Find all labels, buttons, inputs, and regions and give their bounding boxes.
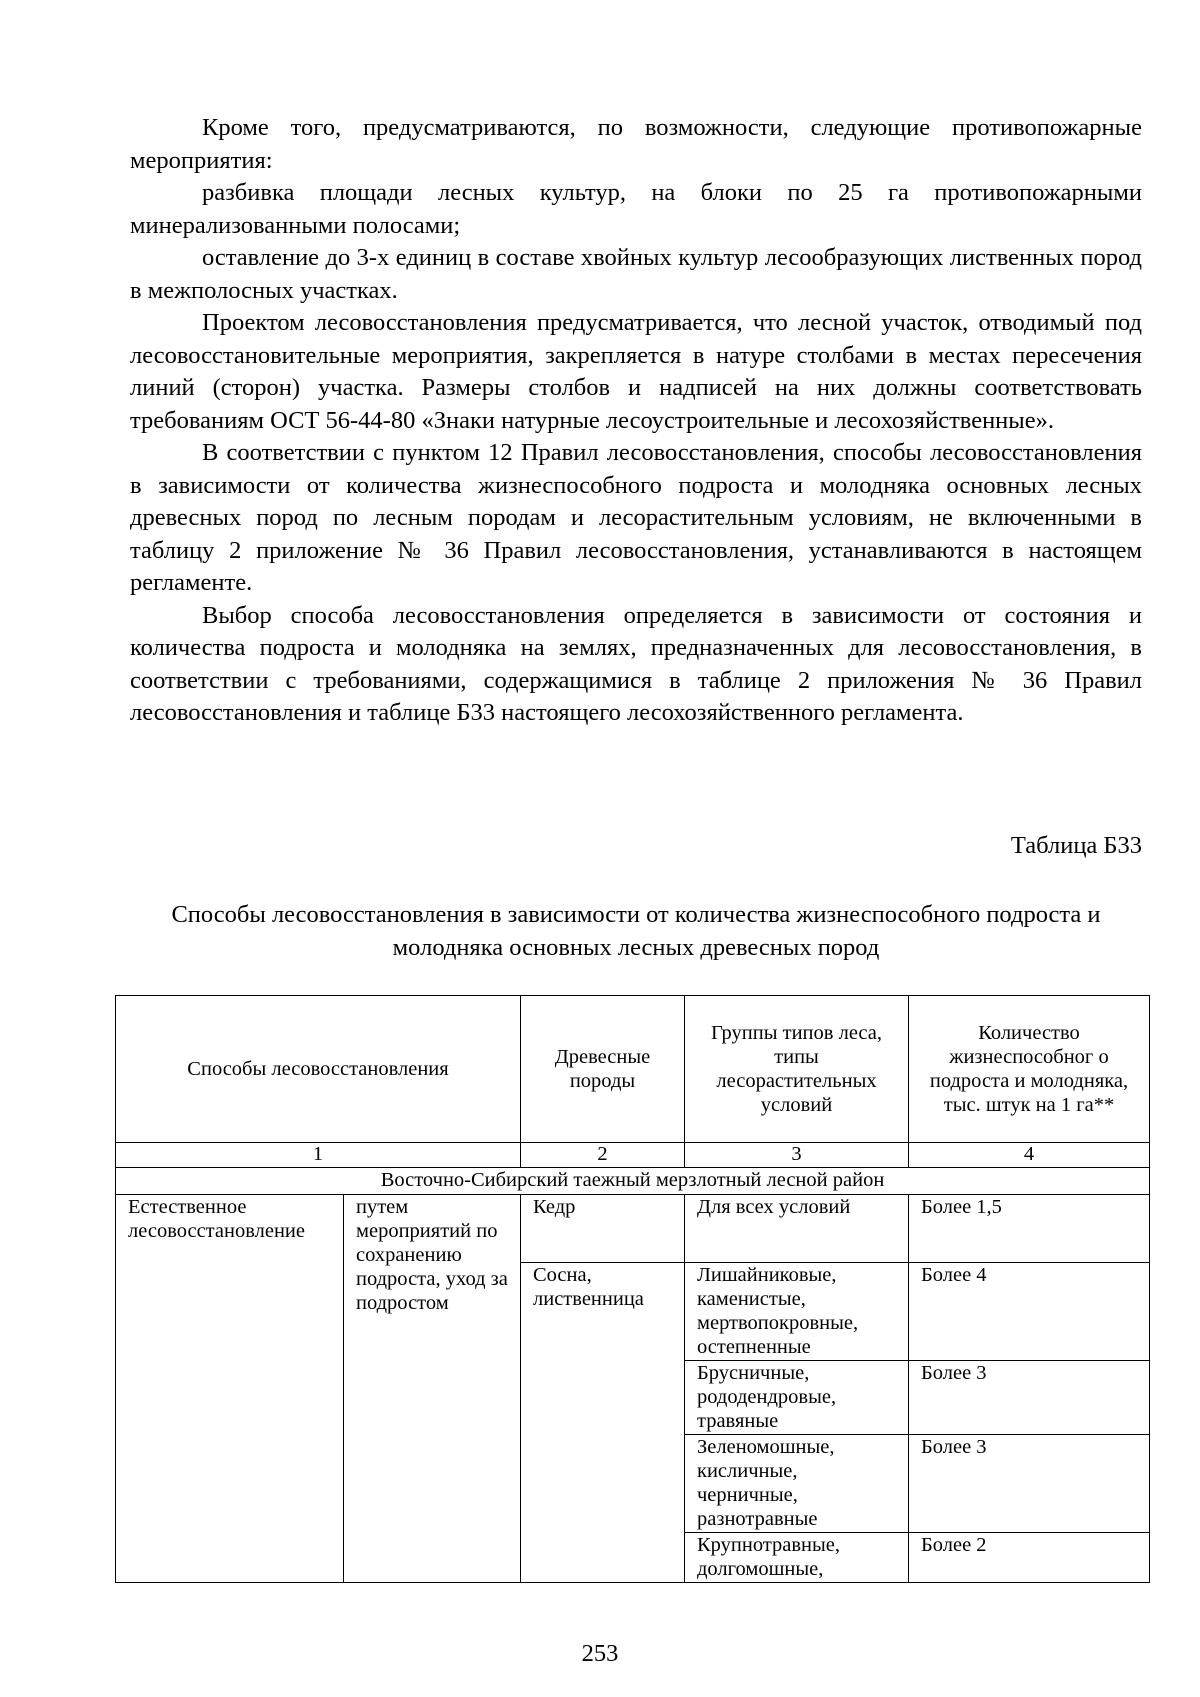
header-methods: Способы лесовосстановления bbox=[116, 996, 521, 1143]
column-number: 1 bbox=[116, 1143, 521, 1168]
method-cell: Естественное лесовосстановление bbox=[116, 1195, 344, 1583]
paragraph: Кроме того, предусматриваются, по возможности, следующие противопожарные мероприятия: bbox=[130, 114, 1142, 174]
paragraph: Проектом лесовосстановления предусматривается, что лесной участок, отводимый под лесовосстановительные мероприятия, закрепляется в натуре столбами в местах пересечения линий (сторон) участка. Размеры столбов и надписей на них должны соответствовать требованиям ОСТ 56-44-80 «Знаки натурные лесоустроительные и лесохозяйственные». bbox=[130, 309, 1142, 434]
amount-cell: Более 3 bbox=[909, 1435, 1150, 1533]
paragraph: оставление до 3-х единиц в составе хвойных культур лесообразующих лиственных пород в межполосных участках. bbox=[130, 244, 1142, 304]
page-number: 253 bbox=[581, 1640, 619, 1667]
header-species: Древесные породы bbox=[521, 996, 685, 1143]
column-number: 3 bbox=[685, 1143, 909, 1168]
amount-cell: Более 4 bbox=[909, 1263, 1150, 1361]
column-numbers-row bbox=[116, 1143, 1150, 1168]
table-row bbox=[116, 1195, 1150, 1263]
header-amount: Количество жизнеспособног о подроста и молодняка, тыс. штук на 1 га** bbox=[909, 996, 1150, 1143]
paragraph: разбивка площади лесных культур, на блоки по 25 га противопожарными минерализованными полосами; bbox=[130, 179, 1142, 239]
table-label: Таблица Б33 bbox=[1010, 832, 1142, 859]
paragraph: Выбор способа лесовосстановления определяется в зависимости от состояния и количества подроста и молодняка на землях, предназначенных для лесовосстановления, в соответствии с требованиями, содержащимися в таблице 2 приложения № 36 Правил лесовосстановления и таблице Б33 настоящего лесохозяйственного регламента. bbox=[130, 601, 1142, 726]
conditions-cell: Для всех условий bbox=[685, 1195, 909, 1263]
amount-cell: Более 3 bbox=[909, 1361, 1150, 1435]
region-name: Восточно-Сибирский таежный мерзлотный лесной район bbox=[116, 1168, 1150, 1195]
species-cell: Кедр bbox=[521, 1195, 685, 1263]
column-number: 4 bbox=[909, 1143, 1150, 1168]
table-header-row bbox=[116, 996, 1150, 1143]
reforestation-methods-table bbox=[115, 995, 1150, 1583]
species-cell: Сосна, лиственница bbox=[521, 1263, 685, 1583]
submethod-cell: путем мероприятий по сохранению подроста, уход за подростом bbox=[344, 1195, 521, 1583]
conditions-cell: Зеленомошные, кисличные, черничные, разнотравные bbox=[685, 1435, 909, 1533]
conditions-cell: Брусничные, рододендровые, травяные bbox=[685, 1361, 909, 1435]
body-text bbox=[130, 112, 1142, 730]
conditions-cell: Лишайниковые, каменистые, мертвопокровные, остепненные bbox=[685, 1263, 909, 1361]
conditions-cell: Крупнотравные, долгомошные, bbox=[685, 1533, 909, 1583]
column-number: 2 bbox=[521, 1143, 685, 1168]
header-forest-types: Группы типов леса, типы лесорастительных условий bbox=[685, 996, 909, 1143]
region-row bbox=[116, 1168, 1150, 1195]
table-title: Способы лесовосстановления в зависимости от количества жизнеспособного подроста и молодняка основных лесных древесных пород bbox=[171, 901, 1101, 961]
amount-cell: Более 1,5 bbox=[909, 1195, 1150, 1263]
paragraph: В соответствии с пунктом 12 Правил лесовосстановления, способы лесовосстановления в зависимости от количества жизнеспособного подроста и молодняка основных лесных древесных пород по лесным породам и лесорастительным условиям, не включенными в таблицу 2 приложение № 36 Правил лесовосстановления, устанавливаются в настоящем регламенте. bbox=[130, 439, 1142, 596]
amount-cell: Более 2 bbox=[909, 1533, 1150, 1583]
